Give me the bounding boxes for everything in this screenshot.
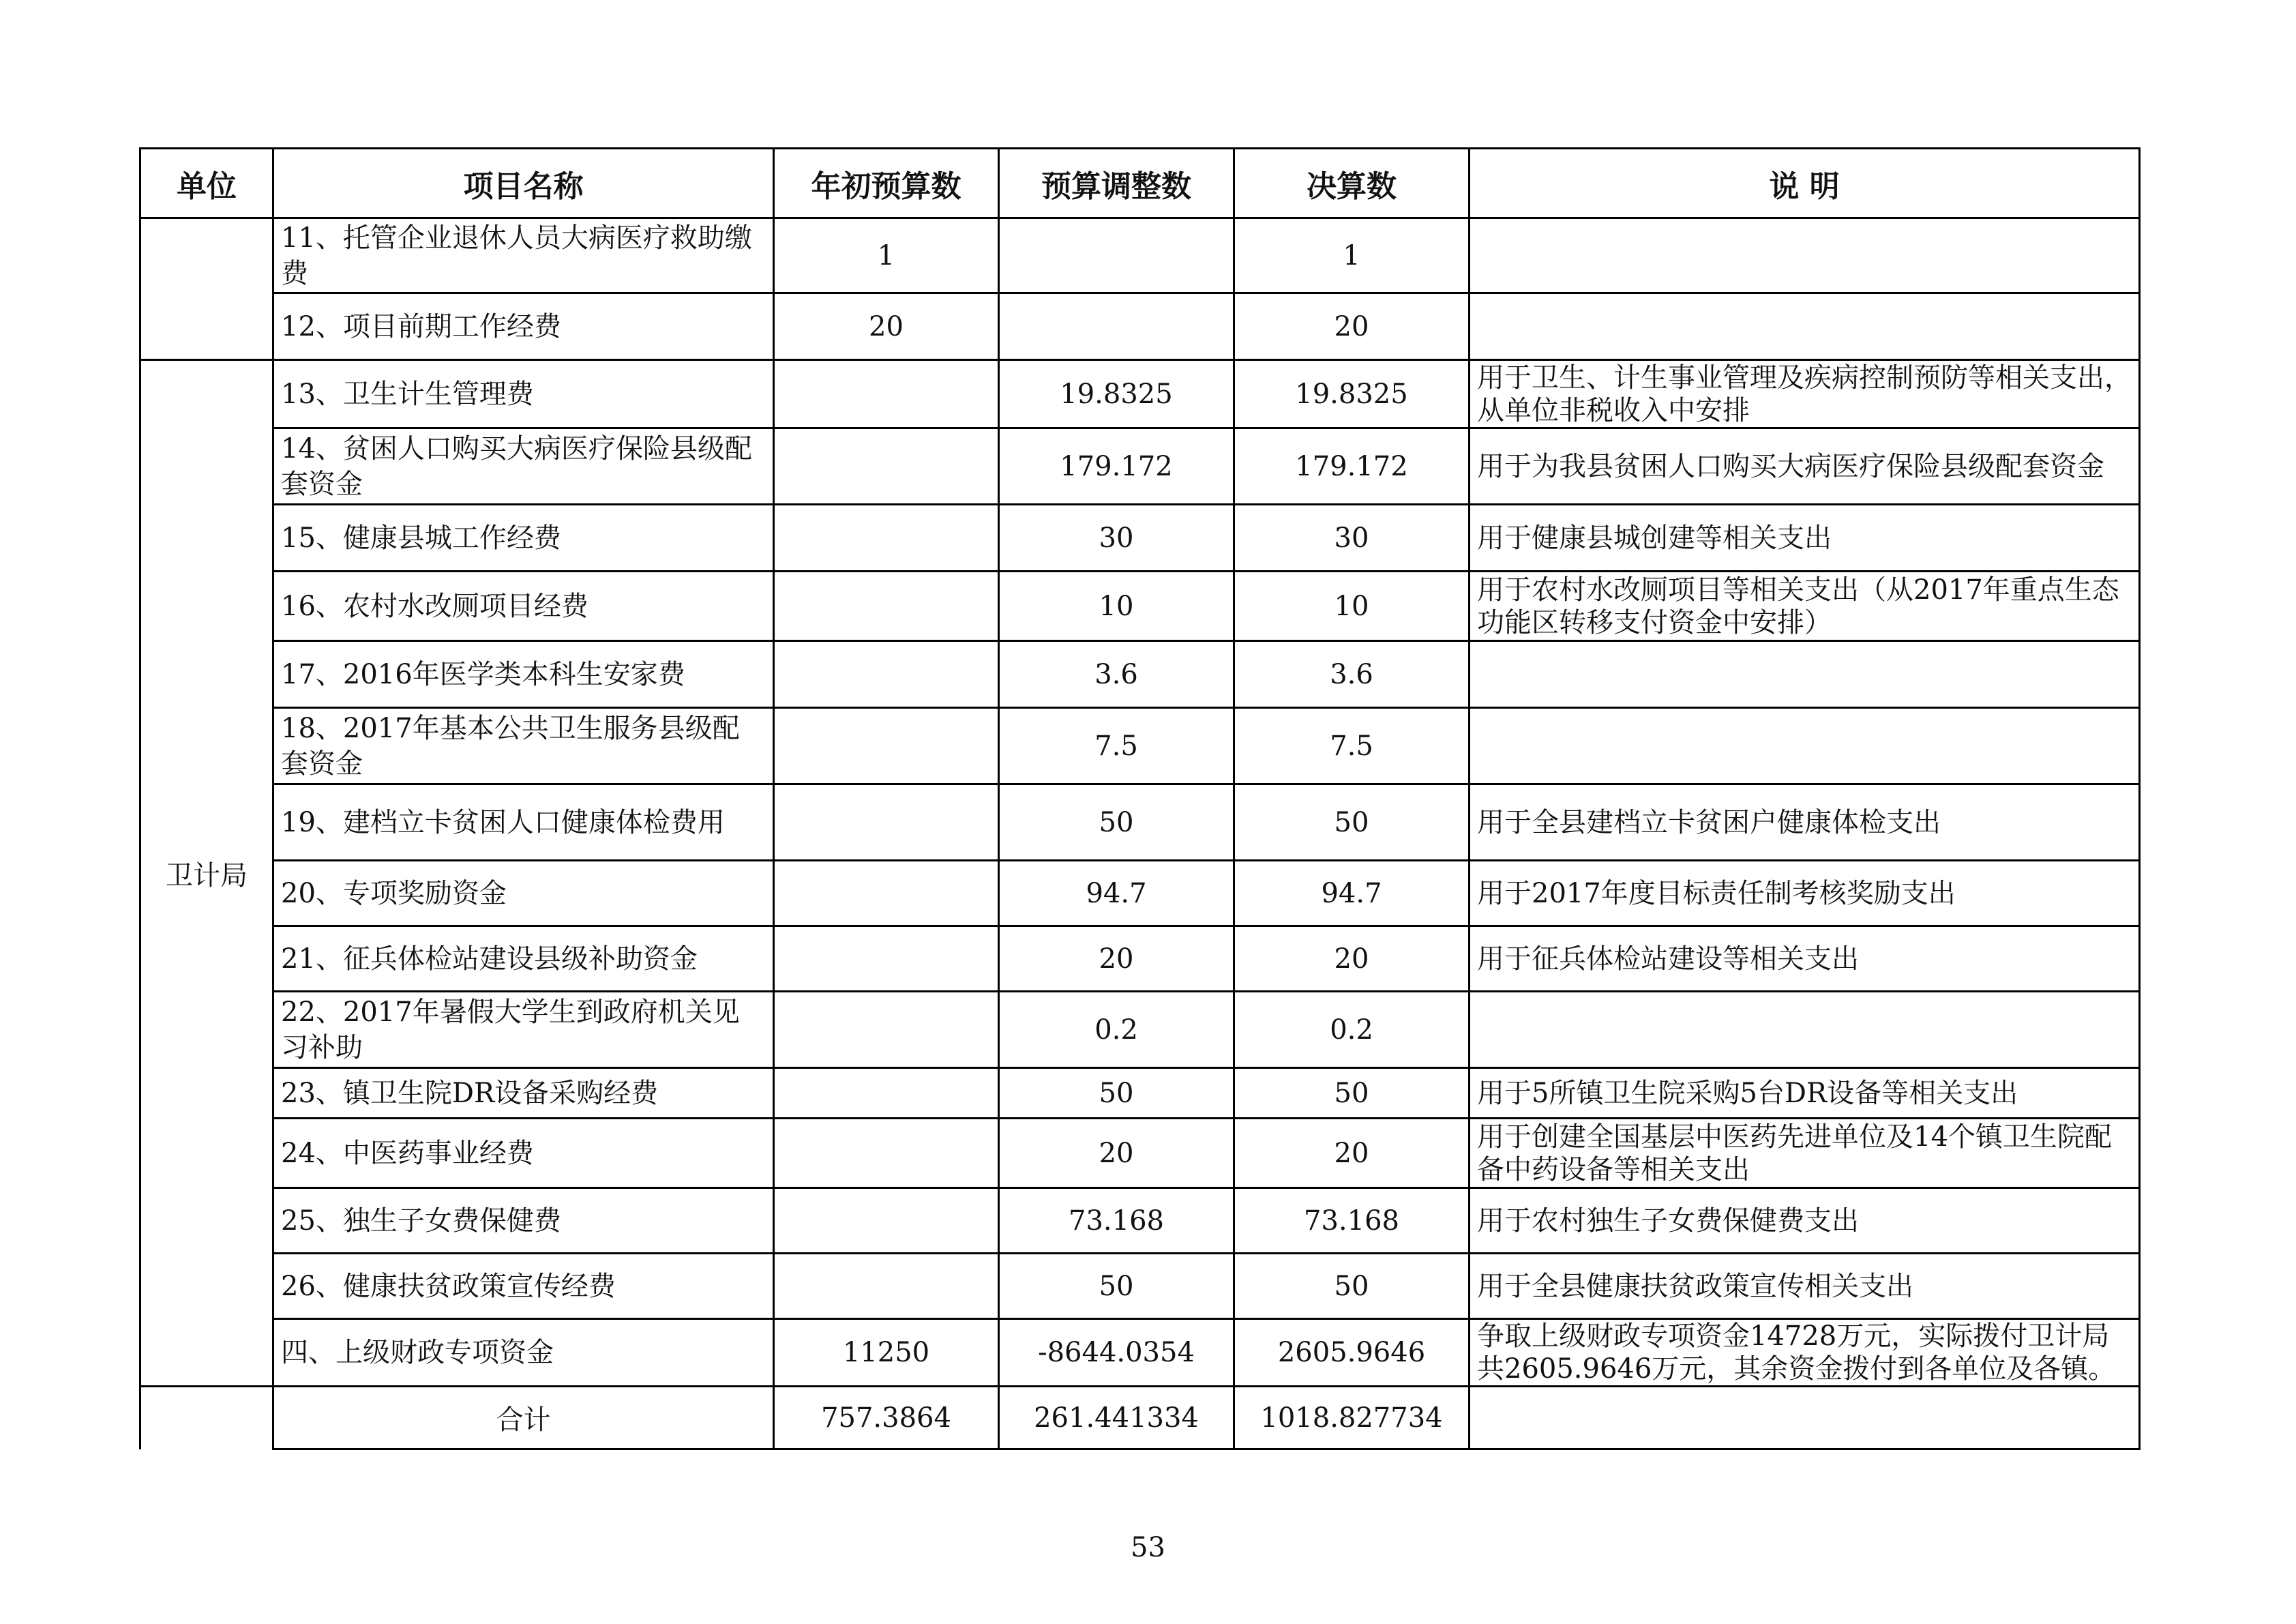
initial-budget-cell: 20: [774, 293, 999, 360]
description-cell: [1470, 293, 2140, 360]
final-account-cell: 2605.9646: [1234, 1319, 1470, 1387]
project-name-cell: 22、2017年暑假大学生到政府机关见习补助: [273, 992, 774, 1068]
description-cell: 用于农村独生子女费保健费支出: [1470, 1188, 2140, 1254]
project-name-cell: 26、健康扶贫政策宣传经费: [273, 1254, 774, 1319]
project-name-cell: 12、项目前期工作经费: [273, 293, 774, 360]
table-row: [140, 1319, 2140, 1387]
budget-table: [139, 147, 2141, 1450]
project-name-cell: 25、独生子女费保健费: [273, 1188, 774, 1254]
project-name-cell: 17、2016年医学类本科生安家费: [273, 641, 774, 708]
total-description-cell: [1470, 1387, 2140, 1449]
description-cell: 争取上级财政专项资金14728万元，实际拨付卫计局共2605.9646万元，其余资金拨付到各单位及各镇。: [1470, 1319, 2140, 1387]
final-account-cell: 20: [1234, 1119, 1470, 1188]
table-row: [140, 641, 2140, 708]
table-row: [140, 784, 2140, 861]
project-name-cell: 13、卫生计生管理费: [273, 360, 774, 428]
budget-adjustment-cell: 73.168: [999, 1188, 1234, 1254]
project-name-cell: 20、专项奖励资金: [273, 861, 774, 926]
budget-adjustment-cell: [999, 293, 1234, 360]
initial-budget-cell: [774, 926, 999, 992]
header-final-account: 决算数: [1234, 149, 1470, 218]
final-account-cell: 94.7: [1234, 861, 1470, 926]
initial-budget-cell: [774, 861, 999, 926]
final-account-cell: 19.8325: [1234, 360, 1470, 428]
project-name-cell: 18、2017年基本公共卫生服务县级配套资金: [273, 708, 774, 784]
project-name-cell: 16、农村水改厕项目经费: [273, 572, 774, 641]
description-cell: [1470, 641, 2140, 708]
initial-budget-cell: [774, 572, 999, 641]
budget-adjustment-cell: 94.7: [999, 861, 1234, 926]
initial-budget-cell: [774, 1068, 999, 1119]
unit-cell: [140, 1387, 273, 1449]
budget-adjustment-cell: 3.6: [999, 641, 1234, 708]
initial-budget-cell: 11250: [774, 1319, 999, 1387]
budget-adjustment-cell: 7.5: [999, 708, 1234, 784]
description-cell: 用于2017年度目标责任制考核奖励支出: [1470, 861, 2140, 926]
table-row: [140, 360, 2140, 428]
final-account-cell: 3.6: [1234, 641, 1470, 708]
final-account-cell: 50: [1234, 1068, 1470, 1119]
initial-budget-cell: [774, 1254, 999, 1319]
initial-budget-cell: [774, 708, 999, 784]
header-project-name: 项目名称: [273, 149, 774, 218]
table-row: [140, 293, 2140, 360]
budget-adjustment-cell: 179.172: [999, 428, 1234, 505]
description-cell: 用于农村水改厕项目等相关支出（从2017年重点生态功能区转移支付资金中安排）: [1470, 572, 2140, 641]
budget-adjustment-cell: 0.2: [999, 992, 1234, 1068]
description-cell: 用于征兵体检站建设等相关支出: [1470, 926, 2140, 992]
description-cell: 用于为我县贫困人口购买大病医疗保险县级配套资金: [1470, 428, 2140, 505]
project-name-cell: 24、中医药事业经费: [273, 1119, 774, 1188]
final-account-cell: 10: [1234, 572, 1470, 641]
total-label-cell: 合计: [273, 1387, 774, 1449]
description-cell: 用于卫生、计生事业管理及疾病控制预防等相关支出，从单位非税收入中安排: [1470, 360, 2140, 428]
table-row: [140, 218, 2140, 293]
description-cell: 用于健康县城创建等相关支出: [1470, 505, 2140, 572]
initial-budget-cell: [774, 360, 999, 428]
table-row: [140, 572, 2140, 641]
total-initial-budget-cell: 757.3864: [774, 1387, 999, 1449]
table-row: [140, 1119, 2140, 1188]
budget-adjustment-cell: 20: [999, 1119, 1234, 1188]
initial-budget-cell: [774, 641, 999, 708]
header-description: 说 明: [1470, 149, 2140, 218]
description-cell: 用于全县健康扶贫政策宣传相关支出: [1470, 1254, 2140, 1319]
table-row: [140, 1068, 2140, 1119]
initial-budget-cell: [774, 1119, 999, 1188]
table-row: [140, 428, 2140, 505]
header-unit: 单位: [140, 149, 273, 218]
project-name-cell: 21、征兵体检站建设县级补助资金: [273, 926, 774, 992]
table-row: [140, 1254, 2140, 1319]
initial-budget-cell: [774, 505, 999, 572]
total-final-account-cell: 1018.827734: [1234, 1387, 1470, 1449]
budget-adjustment-cell: 50: [999, 1068, 1234, 1119]
budget-adjustment-cell: 19.8325: [999, 360, 1234, 428]
project-name-cell: 四、上级财政专项资金: [273, 1319, 774, 1387]
project-name-cell: 15、健康县城工作经费: [273, 505, 774, 572]
table-row: [140, 926, 2140, 992]
final-account-cell: 20: [1234, 926, 1470, 992]
description-cell: [1470, 218, 2140, 293]
initial-budget-cell: [774, 1188, 999, 1254]
project-name-cell: 23、镇卫生院DR设备采购经费: [273, 1068, 774, 1119]
table-row: [140, 708, 2140, 784]
budget-adjustment-cell: 30: [999, 505, 1234, 572]
final-account-cell: 73.168: [1234, 1188, 1470, 1254]
final-account-cell: 179.172: [1234, 428, 1470, 505]
budget-adjustment-cell: 20: [999, 926, 1234, 992]
project-name-cell: 14、贫困人口购买大病医疗保险县级配套资金: [273, 428, 774, 505]
budget-adjustment-cell: 50: [999, 784, 1234, 861]
budget-adjustment-cell: [999, 218, 1234, 293]
initial-budget-cell: [774, 992, 999, 1068]
final-account-cell: 50: [1234, 1254, 1470, 1319]
project-name-cell: 11、托管企业退休人员大病医疗救助缴费: [273, 218, 774, 293]
unit-cell: [140, 218, 273, 360]
description-cell: 用于5所镇卫生院采购5台DR设备等相关支出: [1470, 1068, 2140, 1119]
description-cell: [1470, 708, 2140, 784]
total-budget-adjustment-cell: 261.441334: [999, 1387, 1234, 1449]
initial-budget-cell: [774, 428, 999, 505]
final-account-cell: 1: [1234, 218, 1470, 293]
table-row: [140, 1188, 2140, 1254]
final-account-cell: 50: [1234, 784, 1470, 861]
table-row: [140, 505, 2140, 572]
table-row: [140, 861, 2140, 926]
initial-budget-cell: [774, 784, 999, 861]
description-cell: [1470, 992, 2140, 1068]
final-account-cell: 7.5: [1234, 708, 1470, 784]
page-number: 53: [1131, 1532, 1165, 1563]
budget-adjustment-cell: -8644.0354: [999, 1319, 1234, 1387]
unit-cell: 卫计局: [140, 360, 273, 1387]
final-account-cell: 20: [1234, 293, 1470, 360]
table-header-row: [140, 149, 2140, 218]
initial-budget-cell: 1: [774, 218, 999, 293]
table-row: [140, 992, 2140, 1068]
final-account-cell: 0.2: [1234, 992, 1470, 1068]
description-cell: 用于创建全国基层中医药先进单位及14个镇卫生院配备中药设备等相关支出: [1470, 1119, 2140, 1188]
description-cell: 用于全县建档立卡贫困户健康体检支出: [1470, 784, 2140, 861]
header-initial-budget: 年初预算数: [774, 149, 999, 218]
final-account-cell: 30: [1234, 505, 1470, 572]
project-name-cell: 19、建档立卡贫困人口健康体检费用: [273, 784, 774, 861]
budget-adjustment-cell: 10: [999, 572, 1234, 641]
header-budget-adjustment: 预算调整数: [999, 149, 1234, 218]
total-row: [140, 1387, 2140, 1449]
budget-adjustment-cell: 50: [999, 1254, 1234, 1319]
